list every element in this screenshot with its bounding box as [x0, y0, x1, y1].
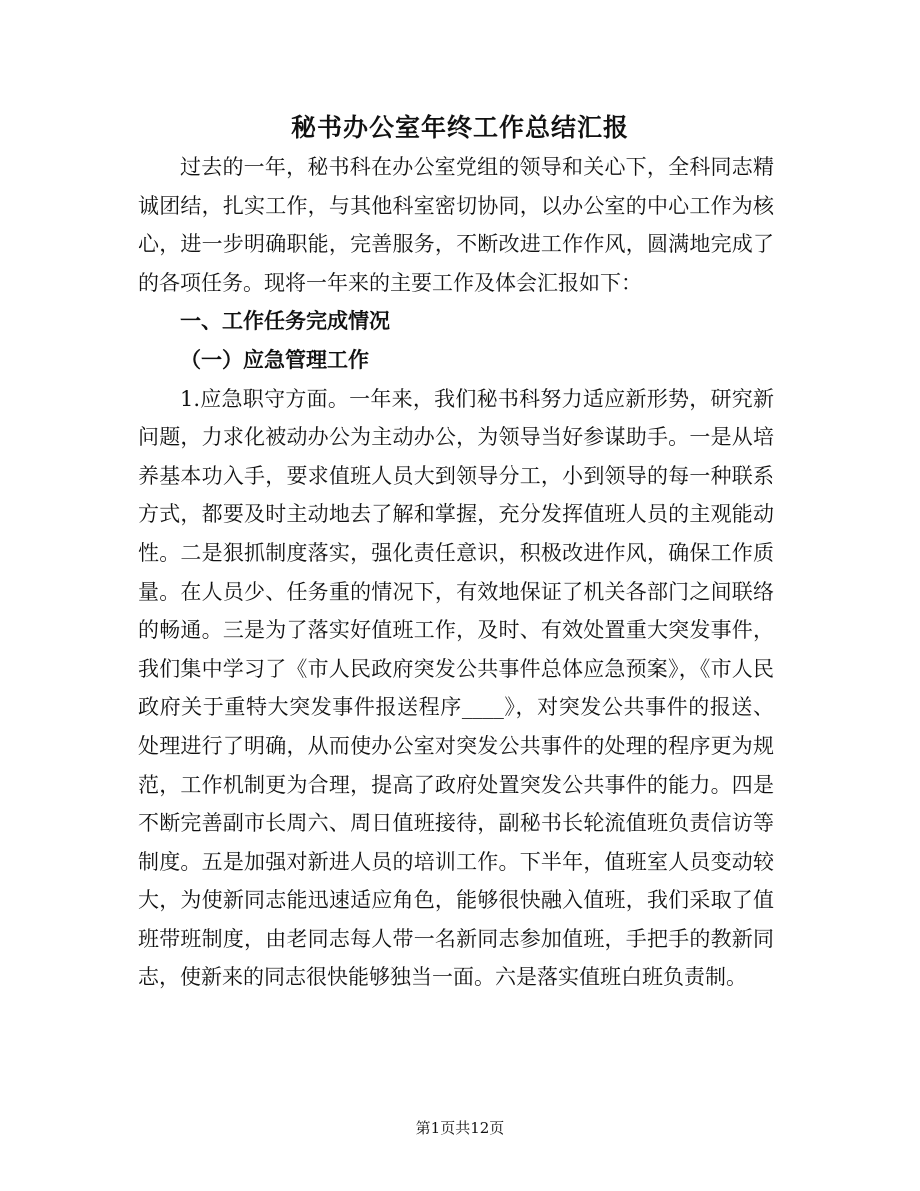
page-number: 第1页共12页 [415, 1119, 505, 1137]
intro-paragraph: 过去的一年，秘书科在办公室党组的领导和关心下，全科同志精诚团结，扎实工作，与其他科室密切协同，以办公室的中心工作为核心，进一步明确职能，完善服务，不断改进工作作风，圆满地完成了的各项任务。现将一年来的主要工作及体会汇报如下： [138, 155, 774, 295]
document-title: 秘书办公室年终工作总结汇报 [290, 113, 629, 142]
subsection-heading: （一）应急管理工作 [180, 346, 369, 372]
item-paragraph: 1.应急职守方面。一年来，我们秘书科努力适应新形势，研究新问题，力求化被动办公为主动办公，为领导当好参谋助手。一是从培养基本功入手，要求值班人员大到领导分工，小到领导的每一种联系方式，都要及时主动地去了解和掌握，充分发挥值班人员的主观能动性。二是狠抓制度落实，强化责任意识，积极改进作风，确保工作质量。在人员少、任务重的情况下，有效地保证了机关各部门之间联络的畅通。三是为了落实好值班工作，及时、有效处置重大突发事件，我们集中学习了《市人民政府突发公共事件总体应急预案》，《市人民政府关于重特大突发事件报送程序____》，对突发公共事件的报送、处理进行了明确，从而使办公室对突发公共事件的处理的程序更为规范，工作机制更为合理，提高了政府处置突发公共事件的能力。四是不断完善副市长周六、周日值班接待，副秘书长轮流值班负责信访等制度。五是加强对新进人员的培训工作。下半年，值班室人员变动较大，为使新同志能迅速适应角色，能够很快融入值班，我们采取了值班带班制度，由老同志每人带一名新同志参加值班，手把手的教新同志，使新来的同志很快能够独当一面。六是落实值班白班负责制。 [138, 386, 774, 990]
document-body [138, 148, 774, 997]
section-heading: 一、工作任务完成情况 [180, 308, 390, 334]
